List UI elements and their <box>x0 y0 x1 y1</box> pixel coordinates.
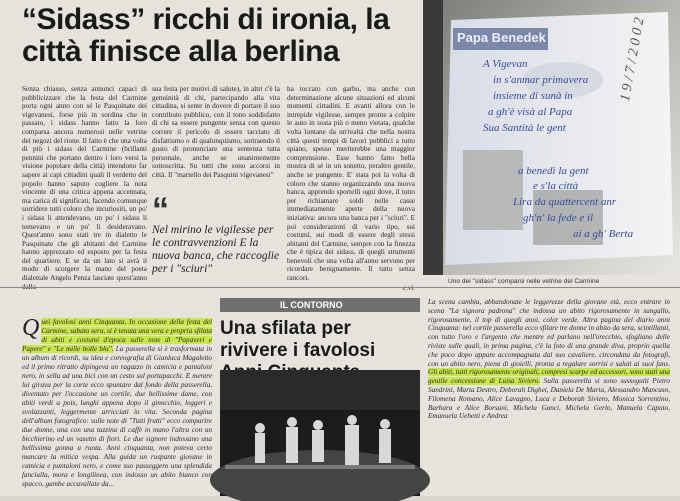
photo-line-6: a benedì la gent <box>518 165 589 177</box>
pull-quote: Nel mirino le vigilesse per le contravvenzioni E la nuova banca, che raccoglie per i "sciuri" <box>152 224 280 275</box>
photo-line-1: A Vigevan <box>483 58 528 70</box>
article-column-2 <box>152 85 280 195</box>
dropcap-letter: Q <box>22 315 40 341</box>
photo-sign-title: Papa Benedek <box>457 30 546 45</box>
article-headline: “Sidass” ricchi di ironia, la città finisce alla berlina <box>22 3 390 68</box>
article2-left-column <box>22 315 212 496</box>
article2-right-column <box>428 298 670 496</box>
photo-line-4: a gh'è visà al Papa <box>488 106 573 118</box>
article-column-3 <box>287 85 415 283</box>
photo-line-2: in s'anmar primavera <box>493 74 589 86</box>
column-3-text: ha toccato con garbo, ma anche con determinazione alcune situazioni ed alcuni momenti cittadini. E avanti allora con le intrepide vigilesse, sempre pronte a colpire le auto in sosta più o meno vietata, qualche volta lontane da un'realtà che nella nostra città questi tempi di lavori pubblici a tutto spiano, spesso meriterebbe una maggior comprensione. Esse hanno fatto bella mostra di sé in un sonetto, peraltro gentile, anche se pungente. E' stata poi la volta di coloro che stanno organizzando una nuova banca, apprendo sportelli ogni dove, il tutto per richiamare soldi nelle casse immediatamente aperte della nuova iniziativa: ancora una banca per i "sciuri". E poi considerazioni di vario tipo, sui costumi, sui modi di essere degli stessi abitanti del Carmine, sempre con la finezza che è tipica dei sidass, di quegli strumenti benevoli che una volta all'anno servono per ricordare benignamente. Il tutto senza rancori. <box>287 85 415 283</box>
photo-line-10: ai a gh' Berta <box>573 228 634 240</box>
photo-line-3: insieme di sunà in <box>493 90 573 102</box>
section-rubric: IL CONTORNO <box>220 298 420 312</box>
highlighted-intro: uei favolosi anni Cinquanta. In occasione della festa del Carmine, sabato sera, si è tenuta una vera e propria sfilata di abiti e costumi d'epoca sulle note di "Papaveri e Papere" e "Le mille bolle blu". <box>22 318 212 353</box>
right-column-text: La scena cambia, abbandonate le leggerezze della giovane età, ecco entrare in scena "La signora padrona" che indossa un abito rigorosamente in sangallo, rigorosamente, il top di quegli anni, color verde. Altra pagina del diario anni Cinquanta: nel cortile passerella ecco sfilare tre donne in abito da sera, scintillanti, con tutto l'oro e l'argento che mentre ed parlano nell'orecchio, sfogliano delle riviste sulle quali, in prima pagina, c'è la foto di una grande diva, proprio quella che poco dopo appare accompagnata dal suo cavaliere, circondata da fotografi, con un abito nero, piena di gioielli, pronta a regalare sorrisi e saluti ai suoi fans. <box>428 298 670 368</box>
left-column-text: La passerella si è trasformata in un album di ricordi, su idea e coreografia di Gianluca Magaletto ed il primo ritratto dipingeva un ragazzo in camicia e pantaloni nero, in sella ad una bici con un cesto sul portapacchi. E mentre lui girava per la corte ecco spuntare dal fondo della passerella, diventato per l'occasione un cortile, due bellissime dame, con abiti verdi a pois, lunghi appena dopo il ginocchio, leggeri e svolazzanti, leggermente arricciati in vita. Seconda pagina dell'album fotografico: sulle note di "Tutti frutti" ecco comparire due donne, una con una tazzina di caffè in mano l'altra con un bicchierino ed un vasetto di fiori. Le due signore indossano una bellissima gonna a ruota. Anni cinquanta, non poteva certo mancare la mitica vespa. Alla guida un ruspante giovane in camicia e pantaloni nero, e come suo passeggero una splendida fanciulla, mora e longilinea, con indosso un abito bianco con spacco, gambe accavallate da... <box>22 345 212 488</box>
photo-line-8: Lira da quattercent anr <box>513 196 617 208</box>
quote-mark-icon: “ <box>152 191 169 229</box>
photo-line-9: gh'n' la fede e il <box>523 212 594 224</box>
fashion-show-image <box>220 370 420 496</box>
column-2-text: sua festa per motivi di salute), in altri c'è la genuinità di chi, partecipando alla vita cittadina, si sente in dovere di portare il suo contributo pubblico, con il tono soddisfatto di chi sa essere pungente senza con questo correre il pericolo di essere tacciato di disfattismo o di qualunquismo, sottraendo il gusto di pronunciare una sentenza tutta personale, anche se unanimemente sottoscritta. Su tutti che sono accorsi in città. Il "martello dei Pasquini vigevanesi" <box>152 85 280 179</box>
right-column-tail: Sulla passerella si sono susseguiti Pietro Sandrini, Marta Destro, Deborah Dighei, Daniela De Maria, Alessandro Mancuso, Filomena Romano, Alice Lavagno, Luca e Deborah Siviero, Monica Sorrentino, Barbara e Alice Borsani, Michela Ganci, Michela Gerlo, Manuela Caputo, Emanuela Uebetti e Andrea <box>428 377 671 421</box>
fashion-show-photo <box>220 370 420 496</box>
column-1-text: Senza chiasso, senza annunci capaci di pubblicizzare che la festa del Carmine porta ogni anno con sé le Pasquinate dei vigevanesi, forse più in sordina che in passato, i sidass hanno fatto la loro comparsa ancora numerosi nelle vetrine dei negozi del rione. Il fatto è che una volta di più i sidass del Carmine (brillanti pennini che portano dentro i loro versi la visione popolare della città) intendono far sapere ai capi cittadini quali il verdetto del popolo hanno saputo cogliere la nota vincente di una critica appena accennata, ma carica di significati, facendo comunque sorridere tutti coloro che incuriositi, un po' i sidass li attendevano, un po' i sidass li temevano e un po' li desideravano. Quest'anno sono stati tre in dialetto le Pasquinate che gli abitanti del Carmine hanno apprezzato ed esposto per la festa del quartiere. E se da un lato si avrà il modo di scorgere la mano del poeta dialettale Angelo Penza lasciate quest'anno <box>22 85 147 283</box>
photo-caption: Uno dei "sidass" comparsi nelle vetrine del Carmine <box>448 278 600 285</box>
section-divider <box>0 287 680 288</box>
article2-headline: Una sfilata per rivivere i favolosi <box>220 318 376 361</box>
photo-line-7: e s'la città <box>533 180 579 192</box>
photo-line-5: Sua Santità le gent <box>483 122 566 134</box>
sidass-photo <box>423 0 680 275</box>
article-column-1 <box>22 85 147 285</box>
highlighted-credit: Gli abiti, tutti rigorosamente originali, compresi scarpe ed accessori, sono stati una gentile concessione di Luisa Siviero. <box>428 368 670 386</box>
